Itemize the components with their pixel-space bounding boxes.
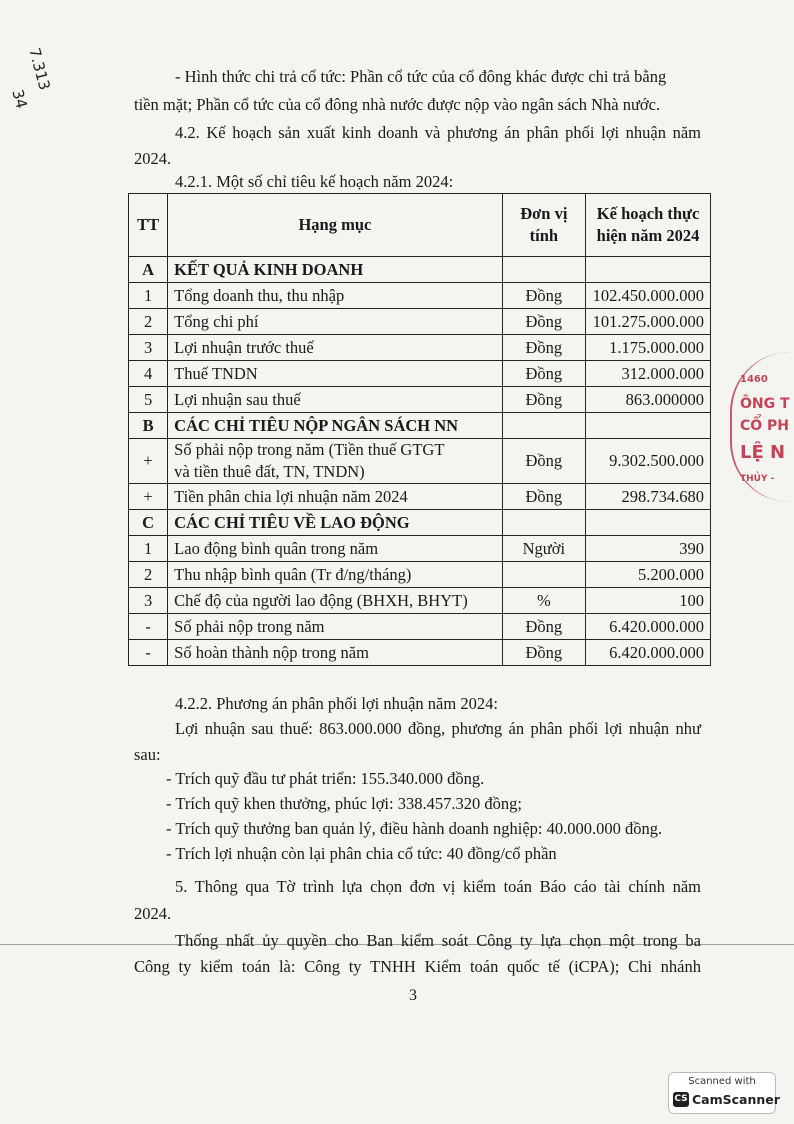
row-unit bbox=[502, 413, 585, 439]
payment-form-line-1: - Hình thức chi trả cổ tức: Phần cổ tức của cổ đông khác được chi trả bằng bbox=[175, 67, 667, 86]
row-item: KẾT QUẢ KINH DOANH bbox=[168, 257, 503, 283]
distribution-intro-line-2: sau: bbox=[134, 745, 161, 764]
header-item: Hạng mục bbox=[168, 194, 503, 257]
watermark-brand: CamScanner bbox=[692, 1092, 780, 1107]
row-item bbox=[168, 439, 503, 484]
margin-handwritten-note bbox=[8, 45, 54, 136]
row-unit: Người bbox=[502, 536, 585, 562]
header-plan-line-1: Kế hoạch thực bbox=[596, 204, 700, 223]
margin-note-line-2: 34 bbox=[8, 87, 31, 111]
table-row bbox=[129, 510, 711, 536]
table-row bbox=[129, 335, 711, 361]
section-4-2-2-heading: 4.2.2. Phương án phân phối lợi nhuận năm 2024: bbox=[175, 694, 498, 713]
row-tt: - bbox=[129, 640, 168, 666]
row-value: 9.302.500.000 bbox=[586, 439, 711, 484]
header-plan bbox=[586, 194, 711, 257]
row-value: 298.734.680 bbox=[586, 484, 711, 510]
row-tt: 3 bbox=[129, 335, 168, 361]
row-unit: Đồng bbox=[502, 309, 585, 335]
stamp-text-1: 1460 bbox=[740, 374, 768, 385]
table-row bbox=[129, 283, 711, 309]
row-value: 100 bbox=[586, 588, 711, 614]
row-value: 312.000.000 bbox=[586, 361, 711, 387]
row-unit: Đồng bbox=[502, 640, 585, 666]
table-row bbox=[129, 413, 711, 439]
table-row bbox=[129, 387, 711, 413]
payment-form-line-2: tiền mặt; Phần cổ tức của cổ đông nhà nước được nộp vào ngân sách Nhà nước. bbox=[134, 95, 661, 114]
row-item: Lao động bình quân trong năm bbox=[168, 536, 503, 562]
table-header-row bbox=[129, 194, 711, 257]
row-item: Thuế TNDN bbox=[168, 361, 503, 387]
row-unit bbox=[502, 257, 585, 283]
row-value: 1.175.000.000 bbox=[586, 335, 711, 361]
row-tt: + bbox=[129, 439, 168, 484]
camscanner-logo-icon: CS bbox=[673, 1092, 689, 1107]
row-tt: 1 bbox=[129, 536, 168, 562]
camscanner-watermark bbox=[668, 1072, 780, 1114]
row-tt: - bbox=[129, 614, 168, 640]
row-item: Chế độ của người lao động (BHXH, BHYT) bbox=[168, 588, 503, 614]
row-unit: Đồng bbox=[502, 484, 585, 510]
row-unit: Đồng bbox=[502, 387, 585, 413]
row-unit: Đồng bbox=[502, 361, 585, 387]
table-row bbox=[129, 562, 711, 588]
table-row bbox=[129, 640, 711, 666]
row-item: CÁC CHỈ TIÊU NỘP NGÂN SÁCH NN bbox=[168, 413, 503, 439]
row-tt: 2 bbox=[129, 562, 168, 588]
row-unit: % bbox=[502, 588, 585, 614]
row-tt: 3 bbox=[129, 588, 168, 614]
row-item: CÁC CHỈ TIÊU VỀ LAO ĐỘNG bbox=[168, 510, 503, 536]
table-row bbox=[129, 484, 711, 510]
table-row bbox=[129, 614, 711, 640]
header-unit-line-1: Đơn vị bbox=[520, 204, 568, 223]
plan-indicators-table bbox=[128, 193, 711, 666]
stamp-text-3: CỔ PH bbox=[740, 418, 790, 434]
distribution-intro-line-1: Lợi nhuận sau thuế: 863.000.000 đồng, phương án phân phối lợi nhuận như bbox=[175, 719, 701, 738]
row-value: 390 bbox=[586, 536, 711, 562]
row-item: Tổng chi phí bbox=[168, 309, 503, 335]
company-seal-stamp bbox=[730, 352, 794, 502]
table-row bbox=[129, 588, 711, 614]
watermark-label: Scanned with bbox=[688, 1076, 756, 1087]
row-value: 6.420.000.000 bbox=[586, 640, 711, 666]
table-row bbox=[129, 361, 711, 387]
row-value: 5.200.000 bbox=[586, 562, 711, 588]
row-tt: 5 bbox=[129, 387, 168, 413]
row-value: 101.275.000.000 bbox=[586, 309, 711, 335]
section-4-2-1-heading: 4.2.1. Một số chỉ tiêu kế hoạch năm 2024: bbox=[175, 172, 454, 191]
section-5-paragraph-line-2: Công ty kiểm toán là: Công ty TNHH Kiểm toán quốc tế (iCPA); Chi nhánh bbox=[134, 957, 701, 976]
stamp-text-4: LỆ N bbox=[740, 442, 786, 463]
section-5-heading-line-1: 5. Thông qua Tờ trình lựa chọn đơn vị kiểm toán Báo cáo tài chính năm bbox=[175, 877, 701, 896]
page-number: 3 bbox=[409, 987, 417, 1004]
distribution-item: - Trích quỹ đầu tư phát triển: 155.340.000 đồng. bbox=[166, 769, 485, 788]
header-plan-line-2: hiện năm 2024 bbox=[596, 226, 700, 245]
row-value: 102.450.000.000 bbox=[586, 283, 711, 309]
row-item: Lợi nhuận trước thuế bbox=[168, 335, 503, 361]
row-tt: 1 bbox=[129, 283, 168, 309]
row-tt: 2 bbox=[129, 309, 168, 335]
table-row bbox=[129, 439, 711, 484]
section-4-2-heading-line-1: 4.2. Kế hoạch sản xuất kinh doanh và phương án phân phối lợi nhuận năm bbox=[175, 123, 701, 142]
row-item: Tiền phân chia lợi nhuận năm 2024 bbox=[168, 484, 503, 510]
table-row bbox=[129, 536, 711, 562]
stamp-text-5: THỦY - bbox=[740, 474, 775, 484]
row-unit bbox=[502, 510, 585, 536]
row-item: Thu nhập bình quân (Tr đ/ng/tháng) bbox=[168, 562, 503, 588]
stamp-text-2: ÔNG T bbox=[740, 396, 790, 412]
distribution-item: - Trích quỹ thưởng ban quản lý, điều hành doanh nghiệp: 40.000.000 đồng. bbox=[166, 819, 663, 838]
distribution-item: - Trích lợi nhuận còn lại phân chia cổ tức: 40 đồng/cổ phần bbox=[166, 844, 557, 863]
table-row bbox=[129, 257, 711, 283]
header-unit bbox=[502, 194, 585, 257]
distribution-item: - Trích quỹ khen thưởng, phúc lợi: 338.457.320 đồng; bbox=[166, 794, 522, 813]
row-item-line-1: Số phải nộp trong năm (Tiền thuế GTGT bbox=[174, 440, 445, 459]
row-tt: 4 bbox=[129, 361, 168, 387]
row-value bbox=[586, 257, 711, 283]
row-item: Lợi nhuận sau thuế bbox=[168, 387, 503, 413]
table-row bbox=[129, 309, 711, 335]
row-value: 863.000000 bbox=[586, 387, 711, 413]
row-unit: Đồng bbox=[502, 335, 585, 361]
row-tt: C bbox=[129, 510, 168, 536]
header-unit-line-2: tính bbox=[529, 226, 559, 245]
row-item: Tổng doanh thu, thu nhập bbox=[168, 283, 503, 309]
margin-note-line-1: 7.313 bbox=[25, 45, 54, 93]
row-unit bbox=[502, 562, 585, 588]
section-5-heading-line-2: 2024. bbox=[134, 904, 172, 923]
row-unit: Đồng bbox=[502, 283, 585, 309]
row-unit: Đồng bbox=[502, 439, 585, 484]
section-4-2-heading-line-2: 2024. bbox=[134, 149, 172, 168]
section-5-paragraph-line-1: Thống nhất ủy quyền cho Ban kiểm soát Công ty lựa chọn một trong ba bbox=[175, 931, 701, 950]
row-tt: A bbox=[129, 257, 168, 283]
row-item-line-2: và tiền thuê đất, TN, TNDN) bbox=[174, 462, 365, 481]
row-tt: B bbox=[129, 413, 168, 439]
row-value bbox=[586, 413, 711, 439]
row-value: 6.420.000.000 bbox=[586, 614, 711, 640]
row-tt: + bbox=[129, 484, 168, 510]
row-item: Số hoàn thành nộp trong năm bbox=[168, 640, 503, 666]
row-item: Số phải nộp trong năm bbox=[168, 614, 503, 640]
row-value bbox=[586, 510, 711, 536]
row-unit: Đồng bbox=[502, 614, 585, 640]
header-tt: TT bbox=[129, 194, 168, 257]
